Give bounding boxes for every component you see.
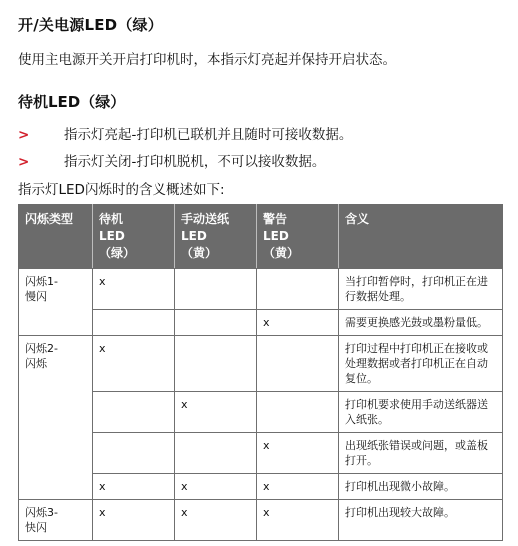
header-alarm-led-label: LED (263, 229, 289, 243)
meaning-cell: 当打印暂停时，打印机正在进行数据处理。 (339, 269, 503, 310)
alarm-cell: x (257, 474, 339, 500)
manual-cell (175, 269, 257, 310)
header-alarm-color: （黄） (263, 246, 300, 260)
alarm-cell: x (257, 310, 339, 336)
meaning-cell: 需要更换感光鼓或墨粉量低。 (339, 310, 503, 336)
alarm-cell (257, 392, 339, 433)
header-standby-color: （绿） (99, 246, 136, 260)
header-alarm-led (257, 205, 339, 269)
standby-cell (93, 310, 175, 336)
bullet-text: 指示灯亮起-打印机已联机并且随时可接收数据。 (64, 127, 353, 143)
table-intro: 指示灯LED闪烁时的含义概述如下: (18, 182, 225, 198)
alarm-cell: x (257, 500, 339, 541)
header-meaning-label: 含义 (345, 212, 370, 226)
manual-cell: x (175, 500, 257, 541)
header-manual-color: （黄） (181, 246, 218, 260)
bullet-item (18, 150, 325, 170)
standby-cell: x (93, 269, 175, 310)
header-blink-type (19, 205, 93, 269)
header-blink-type-label: 闪烁类型 (25, 212, 74, 226)
bullet-arrow-icon: > (18, 127, 30, 143)
table-row (19, 500, 503, 541)
meaning-cell: 打印机要求使用手动送纸器送入纸张。 (339, 392, 503, 433)
header-manual-led-label: LED (181, 229, 207, 243)
table-row (19, 269, 503, 310)
power-led-heading: 开/关电源LED（绿） (18, 16, 163, 34)
header-standby-label: 待机 (99, 212, 124, 226)
header-meaning (339, 205, 503, 269)
alarm-cell (257, 336, 339, 392)
manual-cell (175, 433, 257, 474)
header-standby-led (93, 205, 175, 269)
alarm-cell (257, 269, 339, 310)
table-header-row (19, 205, 503, 269)
meaning-cell: 打印过程中打印机正在接收或处理数据或者打印机正在自动复位。 (339, 336, 503, 392)
standby-cell: x (93, 474, 175, 500)
blink-type-cell: 闪烁1- 慢闪 (19, 269, 93, 336)
manual-cell: x (175, 392, 257, 433)
header-standby-led-label: LED (99, 229, 125, 243)
standby-cell (93, 433, 175, 474)
standby-cell: x (93, 500, 175, 541)
header-manual-label: 手动送纸 (181, 212, 230, 226)
manual-cell (175, 310, 257, 336)
manual-cell (175, 336, 257, 392)
power-led-description: 使用主电源开关开启打印机时，本指示灯亮起并保持开启状态。 (18, 52, 396, 68)
bullet-item (18, 123, 352, 143)
manual-cell: x (175, 474, 257, 500)
blink-type-cell: 闪烁2- 闪烁 (19, 336, 93, 500)
bullet-text: 指示灯关闭-打印机脱机，不可以接收数据。 (64, 154, 326, 170)
meaning-cell: 打印机出现微小故障。 (339, 474, 503, 500)
blink-type-cell: 闪烁3- 快闪 (19, 500, 93, 541)
meaning-cell: 打印机出现较大故障。 (339, 500, 503, 541)
standby-cell (93, 392, 175, 433)
header-alarm-label: 警告 (263, 212, 288, 226)
standby-cell: x (93, 336, 175, 392)
led-blink-table (18, 204, 503, 541)
table-row (19, 336, 503, 392)
alarm-cell: x (257, 433, 339, 474)
header-manual-feed-led (175, 205, 257, 269)
standby-led-heading: 待机LED（绿） (18, 93, 126, 111)
meaning-cell: 出现纸张错误或问题，或盖板打开。 (339, 433, 503, 474)
bullet-arrow-icon: > (18, 154, 30, 170)
